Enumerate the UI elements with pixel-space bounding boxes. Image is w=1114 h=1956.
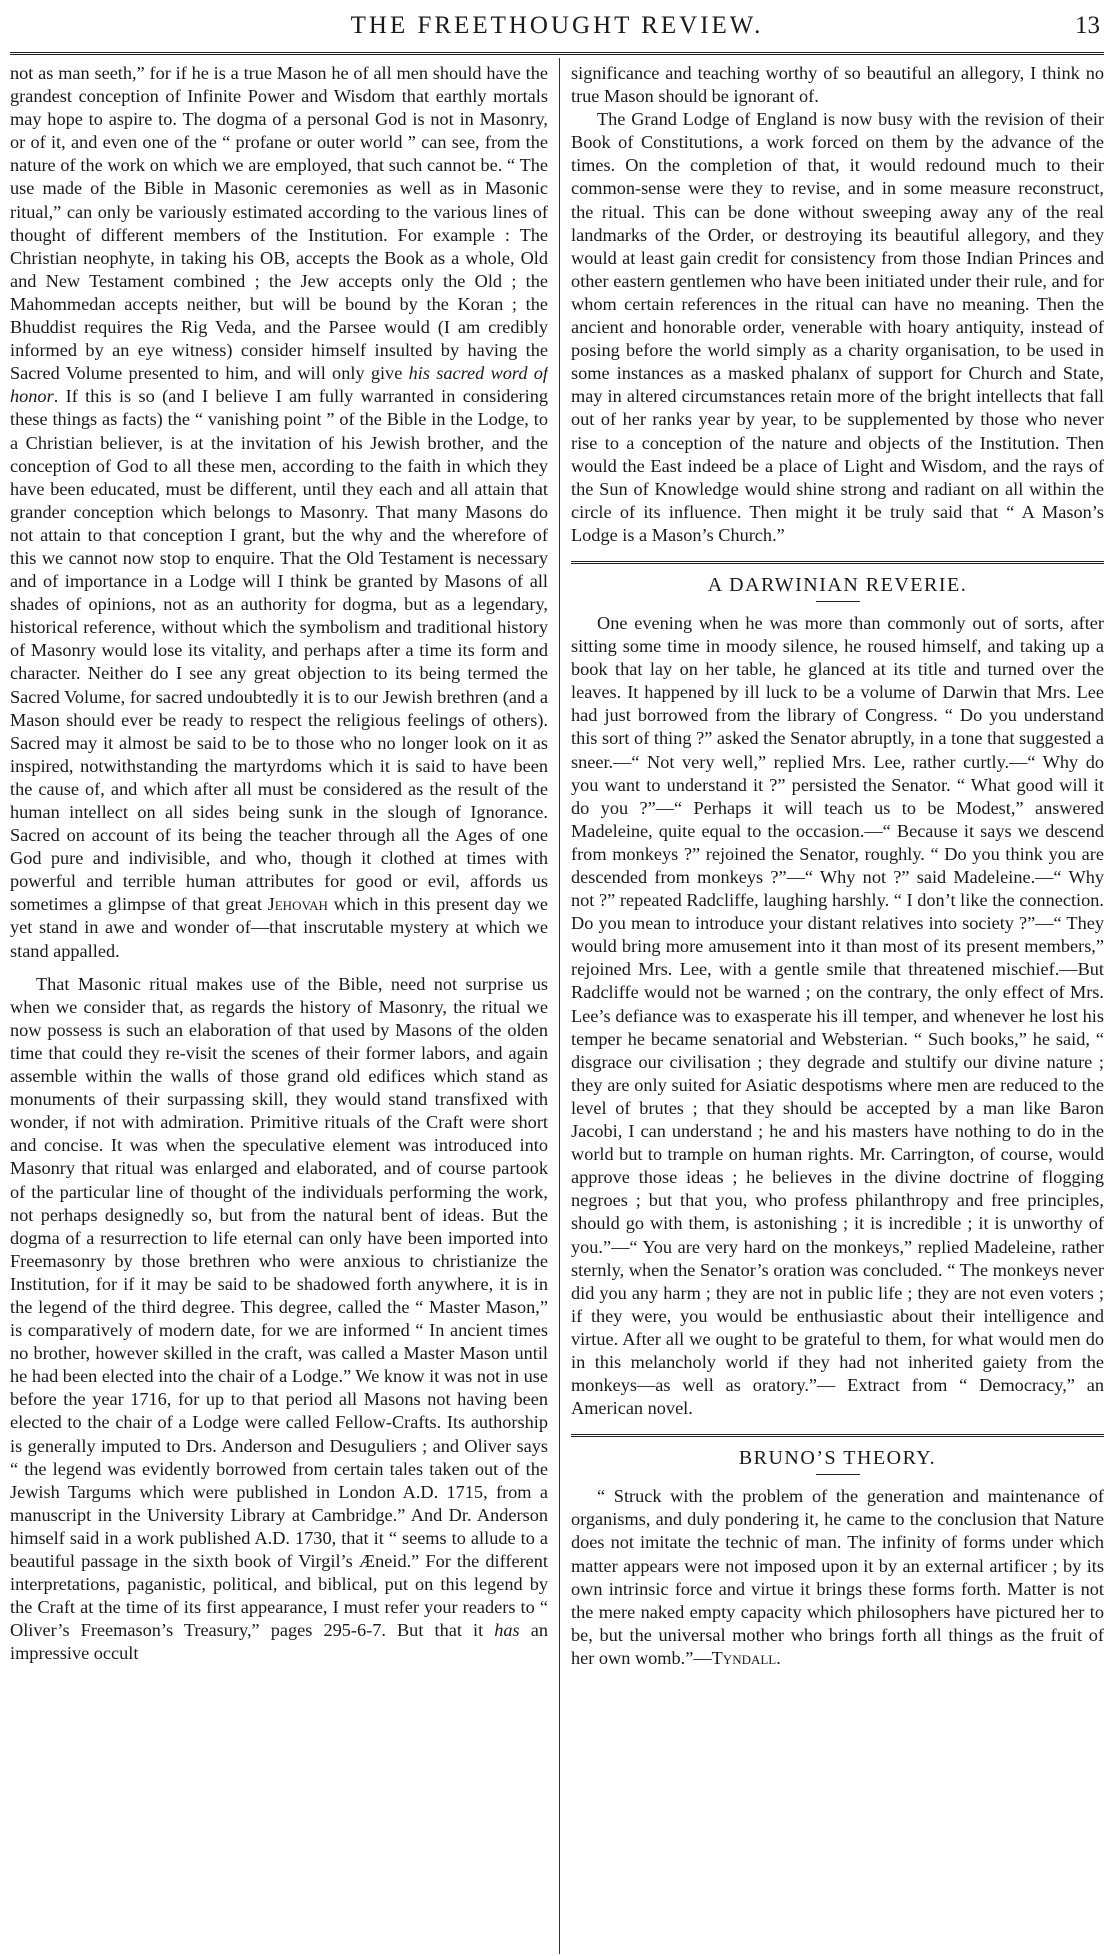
italic-word: has [494,1620,520,1641]
masthead-rule [10,52,1104,55]
brunos-theory-body [571,1485,1104,1670]
masonry-article-paragraph-1 [10,62,548,963]
section-divider [571,561,1104,564]
page-number: 13 [1075,12,1100,39]
masonry-article-continuation: significance and teaching worthy of so beautiful an allegory, I think no true Mason should be ignorant of. [571,63,1104,107]
darwinian-reverie-heading: A DARWINIAN REVERIE. [707,573,968,596]
darwinian-reverie-body: One evening when he was more than commonly out of sorts, after sitting some time in moody silence, he roused himself, and taking up a book that lay on her table, he glanced at its title and turned over the leaves. It happened by ill luck to be a volume of Darwin that Mrs. Lee had just borrowed from the library of Congress. “ Do you understand this sort of thing ?” asked the Senator abruptly, in a tone that suggested a sneer.—“ Not very well,” replied Mrs. Lee, rather curtly.—“ Why do you want to understand it ?” persisted the Senator. “ What good will it do you ?”—“ Perhaps it will teach us to be Modest,” answered Madeleine, quite equal to the occasion.—“ Because it says we descend from monkeys ?” rejoined the Senator, roughly. “ Do you think you are descended from monkeys ?”—“ Why not ?” said Madeleine.—“ Why not ?” repeated Radcliffe, laughing harshly. “ I don’t like the connection. Do you mean to introduce your distant relatives into society ?”—“ They would bring more amusement into it than most of its present members,” rejoined Mrs. Lee, with a gentle smile that threatened mischief.—But Radcliffe would not be warned ; on the contrary, the only effect of Mrs. Lee’s defiance was to exasperate his ill temper, and whenever he lost his temper he became senatorial and Websterian. “ Such books,” he said, “ disgrace our civilisation ; they degrade and stultify our divine nature ; they are only suited for Asiatic despotisms where men are reduced to the level of brutes ; that they should be accepted by a man like Baron Jacobi, I can understand ; he and his masters have nothing to do in the world but to trample on human rights. Mr. Carrington, of course, would approve those ideas ; he believes in the divine doctrine of flogging negroes ; but that you, who profess philanthropy and free principles, should go with them, is astonishing ; it is incredible ; it is unworthy of you.”—“ You are very hard on the monkeys,” replied Madeleine, rather sternly, when the Senator’s oration was concluded. “ The monkeys never did you any harm ; they are not in public life ; they are not even voters ; if they were, you would be enthusiastic about their intelligence and virtue. After all we ought to be grateful to them, for what would men do in this melancholy world if they had not inherited gaiety from the monkeys—as well as oratory.”— Extract from “ Democracy,” an American novel. [571,612,1104,1419]
smallcaps-word: Jehovah [267,894,328,915]
heading-underline [816,601,860,602]
left-column [10,62,548,1665]
attribution: Tyndall. [711,1647,781,1668]
masonry-article-paragraph-2 [10,973,548,1666]
text-run: an impressive occult [10,1620,548,1664]
column-divider [559,58,560,1954]
right-column [571,62,1104,1670]
text-run: not as man seeth,” for if he is a true Mason he of all men should have the grandest conception of Infinite Power and Wisdom that earthly mortals may hope to aspire to. The dogma of a personal God is not in Masonry, or of it, and even one of the “ profane or outer world ” can see, from the nature of the work on which we are employed, that such cannot be. “ The use made of the Bible in Masonic ceremonies as well as in Masonic ritual,” can only be variously estimated according to the various lines of thought of different members of the Institution. For example : The Christian neophyte, in taking his OB, accepts the Book as a whole, Old and New Testament combined ; the Jew accepts only the Old ; the Mahommedan accepts neither, but will be bound by the Koran ; the Bhuddist requires the Rig Veda, and the Parsee would (I am credibly informed by an eye witness) consider himself insulted by having the Sacred Volume presented to him, and will only give [10,63,548,384]
masonry-article-closing-paragraph: The Grand Lodge of England is now busy with the revision of their Book of Constitutions, a work forced on them by the advance of the times. On the completion of that, it would redound much to their common-sense were they to revise, and in some measure reconstruct, the ritual. This can be done without sweeping away any of the real landmarks of the Order, or destroying its beautiful allegory, and they would at least gain credit for consistency from those Indian Princes and other eastern gentlemen who have been initiated under their rule, and for whom certain references in the ritual can have no meaning. Then the ancient and honorable order, venerable with hoary antiquity, instead of posing before the world simply as a charity organisation, to be used in some instances as a masked phalanx of support for Church and State, may in altered circumstances retain more of the bright intellects that fall out of her ranks year by year, to be supplemented by those who never rise to a conception of the nature and objects of the Institution. Then would the East indeed be a place of Light and Wisdom, and the rays of the Sun of Knowledge would shine strong and radiant on all within the circle of its influence. Then might it be truly said that “ A Mason’s Lodge is a Mason’s Church.” [571,109,1104,545]
section-divider [571,1434,1104,1437]
text-run: which in this present day we yet stand in awe and wonder of—that inscrutable mystery at which we stand appalled. [10,894,548,961]
publication-title: THE FREETHOUGHT REVIEW. [350,12,764,39]
italic-phrase: his sacred word of honor [10,363,548,407]
text-run: . If this is so (and I believe I am fully warranted in considering these things as facts) the “ vanishing point ” of the Bible in the Lodge, to a Christian believer, is at the invitation of his Jewish brother, and the conception of God to all these men, according to the faith in which they have been educated, must be different, until they each and all attain that grander conception which belongs to Masonry. That many Masons do not attain to that conception I grant, but the why and the wherefore of this we cannot now stop to enquire. That the Old Testament is necessary and of importance in a Lodge will I think be granted by Masons of all shades of opinions, not as an authority for dogma, but as a legendary, historical reference, without which the symbolism and traditional history of Masonry would lose its vitality, and perhaps after a time its form and character. Neither do I see any great objection to its being termed the Sacred Volume, for sacred undoubtedly it is to our Jewish brethren (and a Mason should ever be ready to respect the religious feelings of others). Sacred may it almost be said to be to those who no longer look on it as inspired, notwithstanding the martyrdoms which it is said to have been the cause of, and which after all must be considered as the result of the human intellect on all sides being sunk in the slough of Ignorance. Sacred on account of its being the teacher through all the Ages of one God pure and indivisible, and who, though it clothed at times with powerful and terrible human attributes for good or evil, affords us sometimes a glimpse of that great [10,386,548,915]
text-run: That Masonic ritual makes use of the Bible, need not surprise us when we consider that, as regards the history of Masonry, the ritual we now possess is such an elaboration of that used by Masons of the olden time that could they re-visit the scenes of their former labors, and again assemble within the walls of those grand old edifices which stand as monuments of their surpassing skill, they would stand transfixed with wonder, if not with admiration. Primitive rituals of the Craft were short and concise. It was when the speculative element was introduced into Masonry that ritual was enlarged and elaborated, and of course partook of the particular line of thought of the individuals performing the work, not perhaps designedly so, but from the natural bent of ideas. But the dogma of a resurrection to life eternal can only have been imported into Freemasonry by those brethren who were anxious to christianize the Institution, for if it may be said to be shadowed forth anywhere, it is in the legend of the third degree. This degree, called the “ Master Mason,” is comparatively of modern date, for we are informed “ In ancient times no brother, however skilled in the craft, was called a Master Mason until he had been elected into the chair of a Lodge.” We know it was not in use before the year 1716, for up to that period all Masons not having been elected to the chair of a Lodge were called Fellow-Crafts. Its authorship is generally imputed to Drs. Anderson and Desuguliers ; and Oliver says “ the legend was evidently borrowed from certain tales taken out of the Jewish Targums which were published in London A.D. 1715, from a manuscript in the University Library at Cambridge.” And Dr. Anderson himself said in a work published A.D. 1730, that it “ seems to allude to a beautiful passage in the sixth book of Virgil’s Æneid.” For the different interpretations, paganistic, political, and biblical, put on this legend by the Craft at the time of its first appearance, I must refer your readers to “ Oliver’s Freemason’s Treasury,” pages 295-6-7. But that it [10,973,548,1641]
heading-underline [816,1474,860,1475]
brunos-theory-heading: BRUNO’S THEORY. [738,1447,937,1470]
masthead [0,10,1114,46]
text-run: “ Struck with the problem of the generation and maintenance of organisms, and duly pondering it, he came to the conclusion that Nature does not imitate the technic of man. The infinity of forms under which matter appears were not imposed upon it by an external artificer ; by its own intrinsic force and virtue it brings these forms forth. Matter is not the mere naked empty capacity which philosophers have pictured her to be, but the universal mother who brings forth all things as the fruit of her own womb.”— [571,1486,1104,1668]
